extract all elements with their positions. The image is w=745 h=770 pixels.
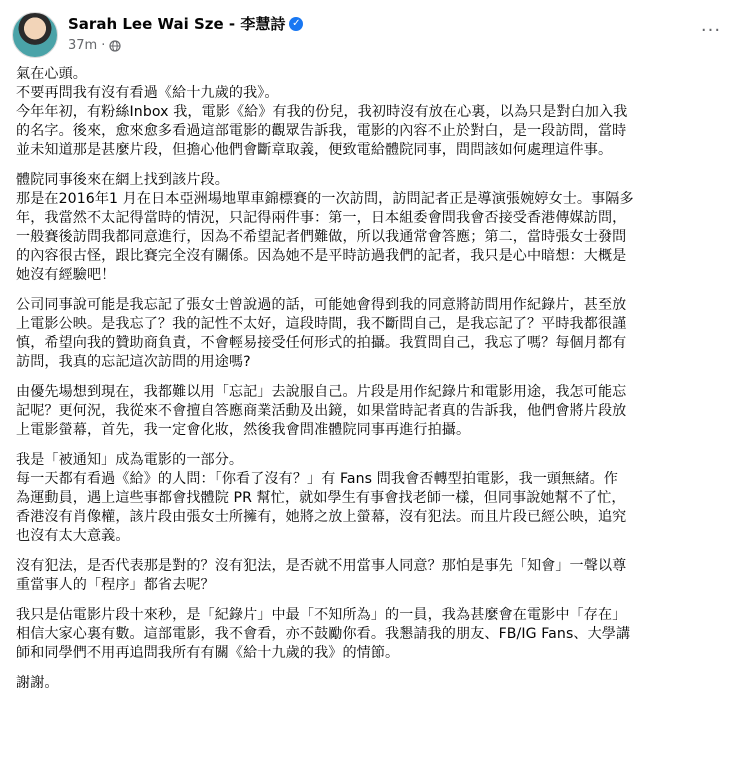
post-paragraph <box>16 674 728 693</box>
post-paragraph <box>16 383 728 440</box>
globe-icon <box>109 40 121 52</box>
post-timestamp[interactable]: 37m <box>68 38 98 53</box>
post-text-line: 相信大家心裏有數。這部電影，我不會看，亦不鼓勵你看。我懇請我的朋友、FB/IG Fans、大學講 <box>16 626 631 642</box>
post-text-line: 並未知道那是甚麼片段，但擔心他們會斷章取義，便致電給體院同事，問問該如何處理這件事。 <box>16 142 613 158</box>
post-text-line: 今年年初，有粉絲Inbox 我，電影《給》有我的份兒，我初時沒有放在心裏，以為只是對白加入我 <box>16 104 628 120</box>
post-text-line: 的內容很古怪，跟比賽完全沒有關係。因為她不是平時訪過我們的記者，我只是心中暗想：大概是 <box>16 248 627 264</box>
post-text-line: 慎，希望向我的贊助商負責，不會輕易接受任何形式的拍攝。我質問自己，我忘了嗎？每個月都有 <box>16 335 627 351</box>
more-options-button[interactable]: ··· <box>700 20 722 41</box>
post-paragraph <box>16 171 728 285</box>
post-text-line: 謝謝。 <box>16 675 59 691</box>
post-text-line: 重當事人的「程序」都省去呢？ <box>16 577 215 593</box>
post-text-line: 為運動員，遇上這些事都會找體院 PR 幫忙，就如學生有事會找老師一樣，但同事說她幫不了忙， <box>16 490 626 506</box>
meta-separator: · <box>101 38 106 53</box>
post-text-line: 師和同學們不用再追問我所有有關《給十九歲的我》的情節。 <box>16 645 400 661</box>
post-text-line: 氣在心頭。 <box>16 66 87 82</box>
post-text-line: 公司同事說可能是我忘記了張女士曾說過的話，可能她會得到我的同意將訪問用作紀錄片，甚至放 <box>16 297 627 313</box>
post-paragraph <box>16 296 728 372</box>
avatar[interactable] <box>12 12 58 58</box>
author-name[interactable]: Sarah Lee Wai Sze - 李慧詩 <box>68 15 286 33</box>
verified-badge-icon: ✓ <box>289 17 303 31</box>
post-paragraph <box>16 557 728 595</box>
post-text-line: 我只是佔電影片段十來秒，是「紀錄片」中最「不知所為」的一員，我為甚麼會在電影中「存在」 <box>16 607 627 623</box>
post-text-line: 沒有犯法，是否代表那是對的？沒有犯法，是否就不用當事人同意？那怕是事先「知會」一聲以尊 <box>16 558 627 574</box>
post-text-line: 每一天都有看過《給》的人問：「你看了沒有？」有 Fans 問我會否轉型拍電影，我一頭無緒。作 <box>16 471 618 487</box>
post-text-line: 不要再問我有沒有看過《給十九歲的我》。 <box>16 85 279 101</box>
post-meta <box>68 38 121 53</box>
post-text-line: 一般賽後訪問我都同意進行，因為不希望記者們難做，所以我通常會答應；第二，當時張女士發問 <box>16 229 627 245</box>
post-text-line: 也沒有太大意義。 <box>16 528 130 544</box>
post-header <box>12 12 733 62</box>
post-text-line: 的名字。後來，愈來愈多看過這部電影的觀眾告訴我，電影的內容不止於對白，是一段訪問，當時 <box>16 123 627 139</box>
post-text-line: 年，我當然不太記得當時的情況，只記得兩件事：第一，日本組委會問我會否接受香港傳媒訪問， <box>16 210 627 226</box>
post-body <box>16 65 728 704</box>
post-text-line: 由優先場想到現在，我都難以用「忘記」去說服自己。片段是用作紀錄片和電影用途，我怎可能忘 <box>16 384 627 400</box>
post-text-line: 那是在2016年1 月在日本亞洲場地單車錦標賽的一次訪問，訪問記者正是導演張婉婷女士。事隔多 <box>16 191 634 207</box>
post-text-line: 訪問，我真的忘記這次訪問的用途嗎? <box>16 354 251 370</box>
post-paragraph <box>16 451 728 546</box>
author-name-row <box>68 14 303 34</box>
post-text-line: 記呢？更何況，我從來不會擅自答應商業活動及出鏡，如果當時記者真的告訴我，他們會將片段放 <box>16 403 627 419</box>
post-paragraph <box>16 65 728 160</box>
post-text-line: 我是「被通知」成為電影的一部分。 <box>16 452 244 468</box>
post-text-line: 香港沒有肖像權，該片段由張女士所擁有，她將之放上螢幕，沒有犯法。而且片段已經公映，追究 <box>16 509 627 525</box>
post-text-line: 上電影公映。是我忘了？我的記性不太好，這段時間，我不斷問自己，是我忘記了？平時我都很謹 <box>16 316 627 332</box>
post-text-line: 上電影螢幕，首先，我一定會化妝，然後我會問准體院同事再進行拍攝。 <box>16 422 471 438</box>
post-paragraph <box>16 606 728 663</box>
post-text-line: 體院同事後來在網上找到該片段。 <box>16 172 229 188</box>
post-text-line: 她沒有經驗吧！ <box>16 267 116 283</box>
